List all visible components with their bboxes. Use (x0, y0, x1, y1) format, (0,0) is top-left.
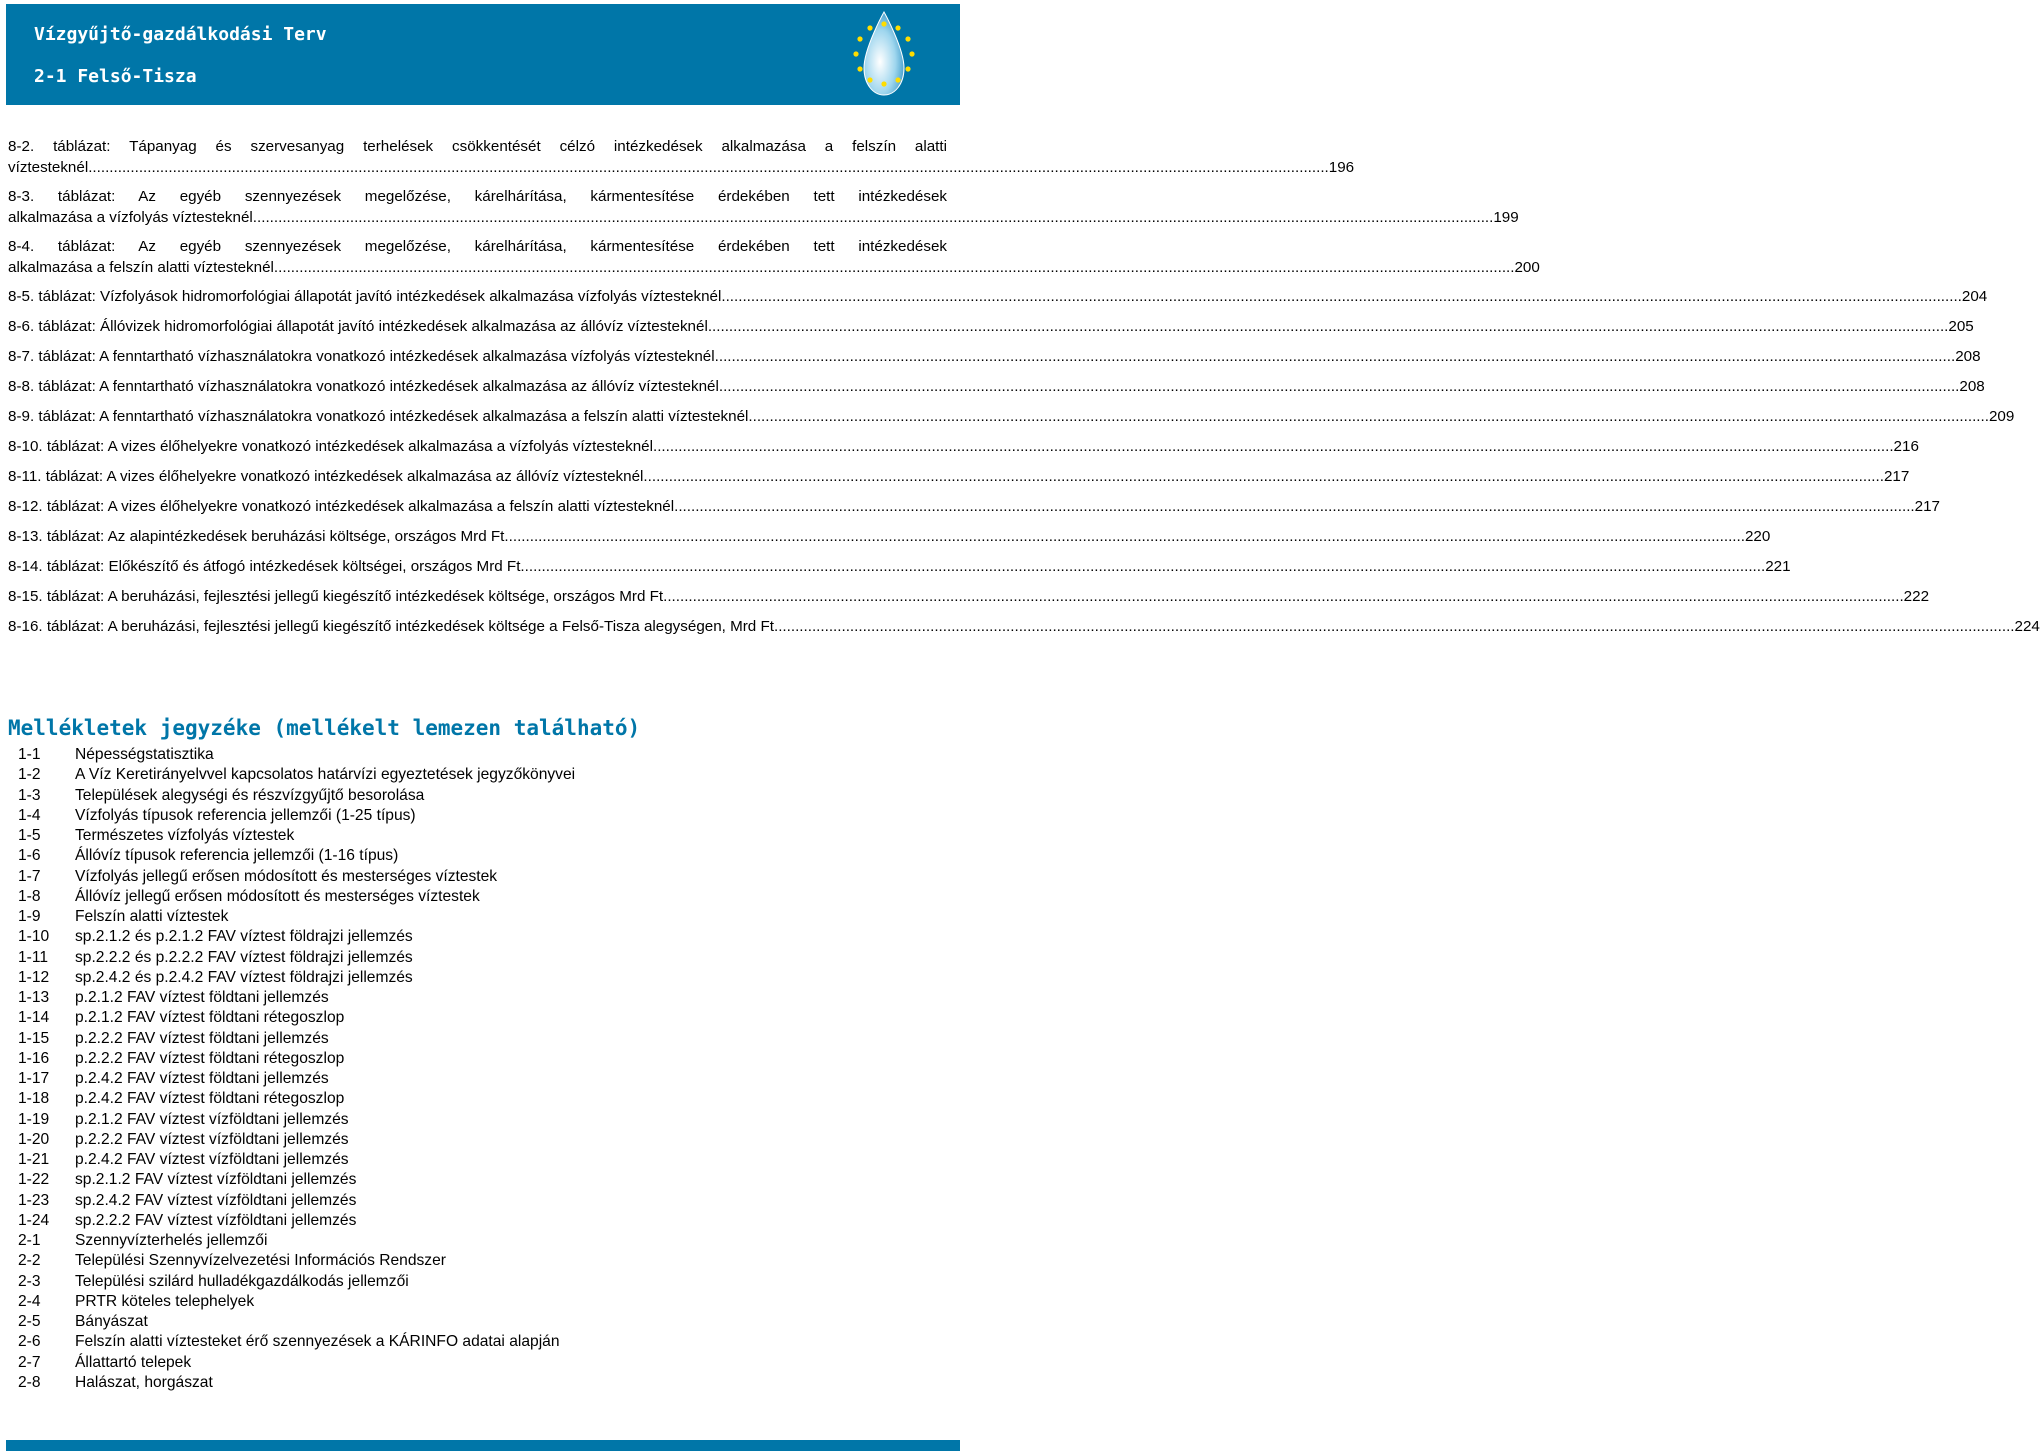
toc-entry[interactable] (8, 287, 1988, 308)
annex-item-label: Vízfolyás jellegű erősen módosított és mesterséges víztestek (75, 867, 498, 885)
annex-item-label: Állóvíz típusok referencia jellemzői (1-16 típus) (75, 847, 399, 865)
toc-entry[interactable] (8, 557, 1791, 578)
annex-item (18, 1251, 938, 1271)
toc-leader-dots (708, 317, 1949, 338)
toc-leader-dots (719, 377, 1960, 398)
toc-leader-dots (504, 527, 1745, 548)
toc-leader-dots (88, 158, 1329, 179)
toc-leader-dots (748, 407, 1989, 428)
toc-entry-line (8, 557, 1791, 578)
toc-page-number: 200 (1514, 258, 1540, 276)
annex-item (18, 1069, 938, 1089)
annex-item (18, 1029, 938, 1049)
annex-item-label: Települések alegységi és részvízgyűjtő besorolása (75, 786, 425, 804)
annex-heading: Mellékletek jegyzéke (mellékelt lemezen található) (8, 716, 641, 740)
annex-item (18, 968, 938, 988)
annex-item (18, 1089, 938, 1109)
annex-item (18, 1332, 938, 1352)
annex-item (18, 1008, 938, 1028)
toc-entry[interactable] (8, 407, 2015, 428)
annex-item-code: 2-2 (18, 1252, 41, 1270)
toc-entry[interactable] (8, 137, 1355, 178)
toc-entry-text: 8-5. táblázat: Vízfolyások hidromorfológiai állapotát javító intézkedések alkalmazása vízfolyás víztesteknél (8, 288, 722, 305)
toc-entry[interactable] (8, 317, 1974, 338)
toc-entry-line (8, 377, 1985, 398)
annex-item-label: Felszín alatti víztestek (75, 908, 229, 925)
annex-item (18, 907, 938, 927)
annex-item (18, 826, 938, 846)
annex-item-code: 1-21 (18, 1151, 50, 1168)
toc-page-number: 216 (1893, 438, 1919, 455)
annex-item-code: 2-6 (18, 1333, 41, 1351)
toc-leader-dots (253, 208, 1494, 229)
annex-item (18, 887, 938, 907)
annex-item-code: 1-11 (18, 948, 49, 966)
toc-entry-line (8, 407, 2015, 428)
toc-entry-text: 8-12. táblázat: A vizes élőhelyekre vonatkozó intézkedések alkalmazása a felszín alatti víztesteknél (8, 498, 675, 515)
annex-item-label: Bányászat (75, 1313, 148, 1330)
toc-entry[interactable] (8, 527, 1771, 548)
annex-item (18, 745, 938, 765)
annex-item (18, 786, 938, 806)
annex-item-code: 2-3 (18, 1272, 41, 1290)
annex-item (18, 988, 938, 1008)
toc-entry[interactable] (8, 497, 1940, 518)
annex-item-label: Állóvíz jellegű erősen módosított és mesterséges víztestek (75, 887, 480, 905)
toc-entry-text: 8-16. táblázat: A beruházási, fejlesztési jellegű kiegészítő intézkedések költsége a Felső-Tisza alegységen, Mrd Ft (8, 618, 774, 635)
toc-entry[interactable] (8, 187, 1519, 228)
toc-entry[interactable] (8, 237, 1540, 278)
toc-page-number: 217 (1883, 468, 1910, 485)
header-bar (6, 4, 960, 105)
toc-entry-text: alkalmazása a vízfolyás víztesteknél (8, 208, 253, 226)
annex-item-code: 1-8 (18, 887, 41, 905)
annex-item (18, 927, 938, 947)
annex-item (18, 1150, 938, 1170)
toc-leader-dots (643, 467, 1884, 488)
annex-item-code: 2-1 (18, 1232, 41, 1249)
annex-item-code: 1-4 (18, 806, 41, 824)
toc-entry-text: 8-7. táblázat: A fenntartható vízhasználatokra vonatkozó intézkedések alkalmazása vízfolyás víztesteknél (8, 348, 715, 365)
annex-item-code: 2-7 (18, 1353, 41, 1371)
toc-leader-dots (674, 497, 1915, 518)
annex-item-code: 1-6 (18, 847, 41, 865)
toc-page-number: 196 (1328, 158, 1355, 176)
toc-entry-line (8, 617, 2040, 638)
annex-item (18, 806, 938, 826)
annex-item-label: Természetes vízfolyás víztestek (75, 827, 295, 844)
toc-entry-text: alkalmazása a felszín alatti víztesteknél (8, 258, 274, 276)
water-drop-eu-stars-icon (814, 8, 954, 109)
document-title: Vízgyűjtő-gazdálkodási Terv (34, 24, 327, 45)
annex-item-label: p.2.1.2 FAV víztest vízföldtani jellemzés (75, 1110, 349, 1128)
annex-item-label: sp.2.4.2 FAV víztest vízföldtani jellemzés (75, 1191, 357, 1209)
toc-entry-text: 8-8. táblázat: A fenntartható vízhasználatokra vonatkozó intézkedések alkalmazása az állóvíz víztesteknél (8, 378, 719, 395)
toc-entry-line (8, 437, 1919, 458)
toc-entry[interactable] (8, 467, 1910, 488)
annex-item-code: 1-20 (18, 1130, 50, 1148)
annex-item-label: p.2.4.2 FAV víztest földtani jellemzés (75, 1070, 329, 1087)
annex-item-code: 1-9 (18, 908, 41, 925)
annex-item (18, 1049, 938, 1069)
toc-leader-dots (721, 287, 1962, 308)
toc-entry-text: 8-6. táblázat: Állóvizek hidromorfológiai állapotát javító intézkedések alkalmazása az állóvíz víztesteknél (8, 318, 708, 335)
table-of-tables (8, 137, 2040, 647)
toc-entry[interactable] (8, 437, 1919, 458)
toc-entry[interactable] (8, 377, 1985, 398)
toc-entry-line (8, 347, 1981, 368)
annex-item-label: PRTR köteles telephelyek (75, 1292, 255, 1310)
annex-item (18, 1292, 938, 1312)
toc-page-number: 204 (1961, 288, 1988, 305)
toc-entry[interactable] (8, 587, 1930, 608)
annex-item-code: 2-4 (18, 1292, 41, 1310)
annex-item-code: 1-14 (18, 1009, 50, 1027)
annex-item (18, 1130, 938, 1150)
toc-entry-text: 8-15. táblázat: A beruházási, fejlesztési jellegű kiegészítő intézkedések költsége, országos Mrd Ft (8, 588, 664, 605)
toc-leader-dots (274, 258, 1515, 279)
annex-item-label: sp.2.1.2 FAV víztest vízföldtani jellemzés (75, 1171, 357, 1189)
annex-item (18, 1231, 938, 1251)
toc-entry-line (8, 527, 1771, 548)
toc-entry-line (8, 497, 1940, 518)
annex-item-code: 1-19 (18, 1110, 50, 1128)
annex-item (18, 867, 938, 887)
toc-entry-text: 8-14. táblázat: Előkészítő és átfogó intézkedések költségei, országos Mrd Ft. (8, 558, 525, 575)
annex-item-code: 1-24 (18, 1211, 50, 1229)
annex-item-code: 1-16 (18, 1049, 50, 1067)
annex-item-code: 1-17 (18, 1070, 50, 1087)
annex-item-label: Állattartó telepek (75, 1353, 192, 1371)
toc-entry-text: 8-3. táblázat: Az egyéb szennyezések megelőzése, kárelhárítása, kármentesítése érdekében tett intézkedések (8, 188, 947, 205)
toc-page-number: 199 (1493, 208, 1519, 226)
annex-item-code: 1-15 (18, 1029, 50, 1047)
toc-entry-text: 8-2. táblázat: Tápanyag és szervesanyag terhelések csökkentését célzó intézkedések alkalmazása a felszín alatti (8, 138, 947, 155)
annex-item-label: sp.2.1.2 és p.2.1.2 FAV víztest földrajzi jellemzés (75, 928, 413, 946)
annex-item-code: 2-8 (18, 1373, 41, 1391)
toc-entry-line (8, 208, 1519, 229)
annex-item-label: sp.2.2.2 FAV víztest vízföldtani jellemzés (75, 1211, 357, 1229)
toc-entry-line (8, 587, 1930, 608)
annex-item-code: 1-12 (18, 968, 50, 986)
toc-leader-dots (715, 347, 1956, 368)
annex-item-code: 1-2 (18, 766, 41, 784)
toc-leader-dots (653, 437, 1894, 458)
toc-page-number: 220 (1744, 528, 1771, 545)
toc-page-number: 224 (2014, 618, 2040, 635)
annex-item-label: p.2.2.2 FAV víztest földtani rétegoszlop (75, 1049, 345, 1067)
toc-leader-dots (774, 617, 2015, 638)
annex-item-label: sp.2.4.2 és p.2.4.2 FAV víztest földrajzi jellemzés (75, 968, 413, 986)
toc-page-number: 209 (1988, 408, 2015, 425)
annex-item (18, 1272, 938, 1292)
annex-item-label: p.2.4.2 FAV víztest földtani rétegoszlop (75, 1090, 345, 1108)
annex-item-code: 1-1 (18, 746, 41, 763)
toc-entry-text: 8-4. táblázat: Az egyéb szennyezések megelőzése, kárelhárítása, kármentesítése érdekében tett intézkedések (8, 238, 947, 255)
annex-item (18, 1191, 938, 1211)
toc-entry-line (8, 287, 1988, 308)
toc-leader-dots (525, 557, 1766, 578)
toc-entry-line (8, 258, 1540, 279)
toc-page-number: 217 (1914, 498, 1940, 515)
toc-entry-line (8, 317, 1974, 338)
annex-item-label: Szennyvízterhelés jellemzői (75, 1232, 268, 1249)
annex-item-label: Halászat, horgászat (75, 1373, 213, 1391)
annex-item-label: p.2.2.2 FAV víztest földtani jellemzés (75, 1029, 329, 1047)
annex-item (18, 1312, 938, 1332)
toc-entry-text: 8-9. táblázat: A fenntartható vízhasználatokra vonatkozó intézkedések alkalmazása a felszín alatti víztesteknél (8, 408, 749, 425)
annex-item-code: 1-5 (18, 827, 41, 844)
annex-list (18, 745, 938, 1393)
annex-item-label: Települési Szennyvízelvezetési Információs Rendszer (75, 1252, 446, 1270)
annex-item-label: p.2.4.2 FAV víztest vízföldtani jellemzés (75, 1151, 349, 1168)
toc-entry[interactable] (8, 347, 1981, 368)
annex-item (18, 1110, 938, 1130)
toc-entry-text: 8-13. táblázat: Az alapintézkedések beruházási költsége, országos Mrd Ft (8, 528, 505, 545)
annex-item (18, 948, 938, 968)
annex-item-label: p.2.1.2 FAV víztest földtani rétegoszlop (75, 1009, 345, 1027)
toc-page-number: 222 (1903, 588, 1930, 605)
toc-page-number: 205 (1948, 318, 1974, 335)
document-subtitle: 2-1 Felső-Tisza (34, 66, 197, 87)
annex-item (18, 846, 938, 866)
annex-item-label: p.2.1.2 FAV víztest földtani jellemzés (75, 989, 329, 1006)
toc-entry-text: 8-11. táblázat: A vizes élőhelyekre vonatkozó intézkedések alkalmazása az állóvíz víztesteknél (8, 468, 644, 485)
annex-item-code: 2-5 (18, 1313, 41, 1330)
toc-page-number: 208 (1955, 348, 1981, 365)
annex-item (18, 765, 938, 785)
toc-page-number: 221 (1765, 558, 1791, 575)
toc-entry-text: 8-10. táblázat: A vizes élőhelyekre vonatkozó intézkedések alkalmazása a vízfolyás víztesteknél (8, 438, 653, 455)
annex-item (18, 1211, 938, 1231)
toc-leader-dots (663, 587, 1904, 608)
annex-item-code: 1-13 (18, 989, 50, 1006)
toc-entry-text: víztesteknél (8, 158, 89, 176)
toc-entry-line (8, 158, 1355, 179)
annex-item-code: 1-7 (18, 867, 41, 885)
toc-entry[interactable] (8, 617, 2040, 638)
annex-item (18, 1373, 938, 1393)
annex-item-label: Felszín alatti víztesteket érő szennyezések a KÁRINFO adatai alapján (75, 1333, 560, 1351)
toc-page-number: 208 (1959, 378, 1985, 395)
footer-bar (6, 1440, 960, 1451)
annex-item-label: A Víz Keretirányelvvel kapcsolatos határvízi egyeztetések jegyzőkönyvei (75, 766, 576, 784)
annex-item-label: sp.2.2.2 és p.2.2.2 FAV víztest földrajzi jellemzés (75, 948, 413, 966)
annex-item-label: Települési szilárd hulladékgazdálkodás jellemzői (75, 1272, 409, 1290)
annex-item-code: 1-18 (18, 1090, 50, 1108)
annex-item-label: Népességstatisztika (75, 746, 214, 763)
annex-item (18, 1353, 938, 1373)
annex-item-label: Vízfolyás típusok referencia jellemzői (1-25 típus) (75, 806, 416, 824)
annex-item-code: 1-3 (18, 786, 41, 804)
annex-item-code: 1-23 (18, 1191, 50, 1209)
annex-item-label: p.2.2.2 FAV víztest vízföldtani jellemzés (75, 1130, 349, 1148)
annex-item-code: 1-10 (18, 928, 50, 946)
toc-entry-line (8, 467, 1910, 488)
annex-item (18, 1170, 938, 1190)
annex-item-code: 1-22 (18, 1171, 50, 1189)
